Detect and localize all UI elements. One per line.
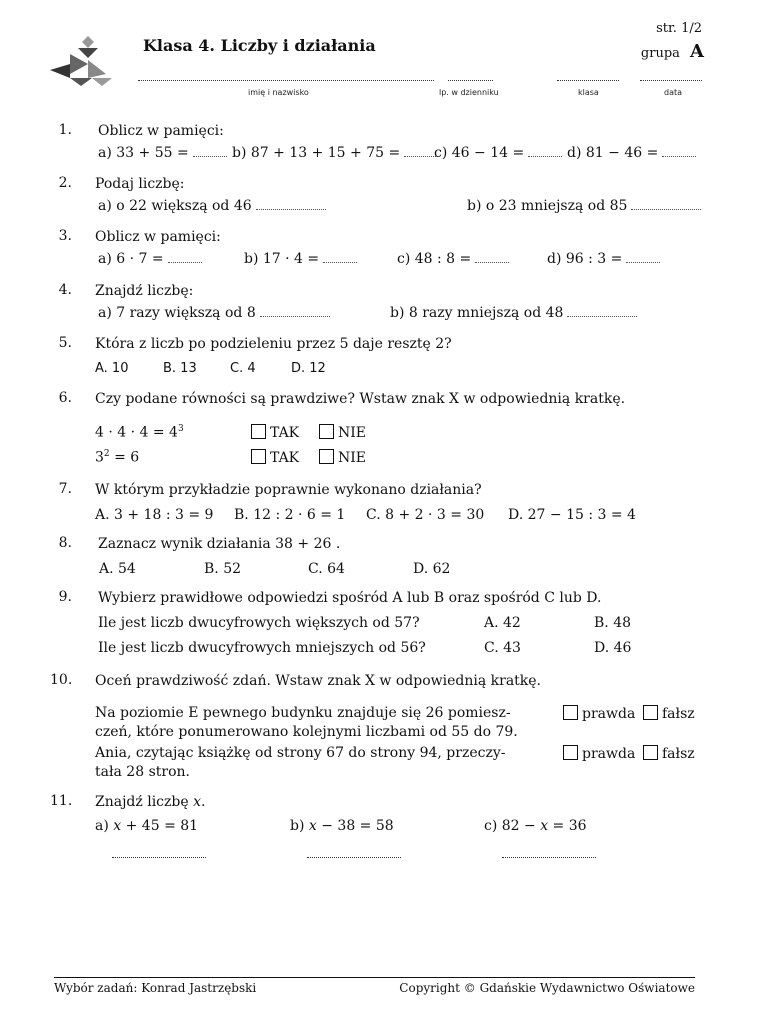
footer-copyright: Copyright © Gdańskie Wydawnictwo Oświatowe xyxy=(399,981,695,995)
question-text: Zaznacz wynik działania 38 + 26 . xyxy=(98,536,341,552)
equation-2-yes[interactable]: TAK xyxy=(251,449,299,466)
question-number: 11. xyxy=(50,793,73,809)
name-field-label: imię i nazwisko xyxy=(248,88,309,97)
statement-2-line-2: tała 28 stron. xyxy=(95,764,190,780)
statement-2-line-1: Ania, czytając książkę od strony 67 do strony 94, przeczy- xyxy=(95,745,506,761)
group-value: A xyxy=(690,41,704,62)
answer-option-c[interactable]: C. 4 xyxy=(230,361,256,376)
checkbox[interactable] xyxy=(319,424,334,439)
answer-option-c[interactable]: C. 64 xyxy=(308,561,345,577)
q3-item-b: b) 17 · 4 = xyxy=(244,251,357,267)
checkbox[interactable] xyxy=(251,449,266,464)
question-text: Oblicz w pamięci: xyxy=(98,123,224,139)
answer-blank[interactable] xyxy=(193,146,227,157)
answer-option-b[interactable]: B. 13 xyxy=(163,361,197,376)
question-text: Znajdź liczbę x. xyxy=(95,794,206,810)
answer-blank[interactable] xyxy=(323,252,357,263)
answer-blank[interactable] xyxy=(475,252,509,263)
sub-question-2: Ile jest liczb dwucyfrowych mniejszych od 56? xyxy=(98,640,426,656)
answer-option-d[interactable]: D. 12 xyxy=(291,361,326,376)
answer-blank[interactable] xyxy=(567,306,637,317)
q1-item-d: d) 81 − 46 = xyxy=(567,145,696,161)
equation-1-no[interactable]: NIE xyxy=(319,424,366,441)
checkbox[interactable] xyxy=(643,705,658,720)
checkbox[interactable] xyxy=(563,705,578,720)
answer-option-c[interactable]: C. 8 + 2 · 3 = 30 xyxy=(366,507,485,523)
question-number: 5. xyxy=(58,335,72,351)
class-field-label: klasa xyxy=(578,88,599,97)
equation-1: $4 \cdot 4 \cdot 4 = 4^3$ xyxy=(95,424,184,441)
answer-blank[interactable] xyxy=(631,199,701,210)
answer-blank[interactable] xyxy=(502,857,596,858)
question-text: Która z liczb po podzieleniu przez 5 daje resztę 2? xyxy=(95,336,452,352)
question-number: 2. xyxy=(58,175,72,191)
q1-item-b: b) 87 + 13 + 15 + 75 = xyxy=(232,145,438,161)
answer-blank[interactable] xyxy=(256,199,326,210)
question-number: 10. xyxy=(50,672,73,688)
equation-2: $3^2 = 6$ xyxy=(95,449,140,466)
q1-item-a: a) 33 + 55 = xyxy=(98,145,227,161)
answer-blank[interactable] xyxy=(307,857,401,858)
name-field-line[interactable] xyxy=(138,80,434,81)
question-number: 6. xyxy=(58,390,72,406)
question-text: Znajdź liczbę: xyxy=(95,283,194,299)
q3-item-a: a) 6 · 7 = xyxy=(98,251,202,267)
question-number: 9. xyxy=(58,589,72,605)
footer-author: Wybór zadań: Konrad Jastrzębski xyxy=(54,981,257,995)
equation-2-no[interactable]: NIE xyxy=(319,449,366,466)
answer-option-a[interactable]: A. 54 xyxy=(99,561,136,577)
checkbox[interactable] xyxy=(643,745,658,760)
question-number: 7. xyxy=(58,481,72,497)
statement-1-line-2: czeń, które ponumerowano kolejnymi liczbami od 55 do 79. xyxy=(95,724,518,740)
answer-option-d[interactable]: D. 46 xyxy=(594,640,632,656)
question-number: 8. xyxy=(58,535,72,551)
footer-divider xyxy=(54,977,695,978)
number-field-line[interactable] xyxy=(448,80,493,81)
q3-item-c: c) 48 : 8 = xyxy=(397,251,509,267)
class-field-line[interactable] xyxy=(557,80,619,81)
equation-1-yes[interactable]: TAK xyxy=(251,424,299,441)
question-number: 1. xyxy=(58,122,72,138)
answer-option-c[interactable]: C. 43 xyxy=(484,640,521,656)
q2-item-b: b) o 23 mniejszą od 85 xyxy=(467,198,701,214)
question-text: Czy podane równości są prawdziwe? Wstaw znak X w odpowiednią kratkę. xyxy=(95,391,626,407)
q11-item-a: a) x + 45 = 81 xyxy=(95,818,199,834)
answer-option-b[interactable]: B. 12 : 2 · 6 = 1 xyxy=(234,507,346,523)
question-text: W którym przykładzie poprawnie wykonano działania? xyxy=(95,482,482,498)
answer-option-b[interactable]: B. 52 xyxy=(204,561,242,577)
group-label: grupa A xyxy=(640,41,704,62)
question-number: 4. xyxy=(58,282,72,298)
q2-item-a: a) o 22 większą od 46 xyxy=(98,198,326,214)
question-text: Wybierz prawidłowe odpowiedzi spośród A lub B oraz spośród C lub D. xyxy=(98,590,602,606)
page-number: str. 1/2 xyxy=(656,21,702,36)
answer-option-b[interactable]: B. 48 xyxy=(594,615,632,631)
statement-2-false[interactable]: fałsz xyxy=(643,745,695,762)
question-text: Oceń prawdziwość zdań. Wstaw znak X w odpowiednią kratkę. xyxy=(95,673,542,689)
q3-item-d: d) 96 : 3 = xyxy=(547,251,660,267)
date-field-line[interactable] xyxy=(640,80,702,81)
statement-2-true[interactable]: prawda xyxy=(563,745,635,762)
answer-option-d[interactable]: D. 62 xyxy=(413,561,451,577)
date-field-label: data xyxy=(664,88,683,97)
answer-option-a[interactable]: A. 3 + 18 : 3 = 9 xyxy=(95,507,214,523)
number-field-label: lp. w dzienniku xyxy=(439,88,499,97)
q4-item-b: b) 8 razy mniejszą od 48 xyxy=(390,305,637,321)
answer-blank[interactable] xyxy=(528,146,562,157)
answer-option-d[interactable]: D. 27 − 15 : 3 = 4 xyxy=(508,507,636,523)
answer-blank[interactable] xyxy=(168,252,202,263)
q11-item-c: c) 82 − x = 36 xyxy=(484,818,587,834)
statement-1-line-1: Na poziomie E pewnego budynku znajduje się 26 pomiesz- xyxy=(95,705,511,721)
q1-item-c: c) 46 − 14 = xyxy=(434,145,562,161)
question-text: Oblicz w pamięci: xyxy=(95,229,221,245)
answer-blank[interactable] xyxy=(260,306,330,317)
sub-question-1: Ile jest liczb dwucyfrowych większych od 57? xyxy=(98,615,420,631)
answer-option-a[interactable]: A. 10 xyxy=(95,361,129,376)
statement-1-false[interactable]: fałsz xyxy=(643,705,695,722)
q4-item-a: a) 7 razy większą od 8 xyxy=(98,305,330,321)
answer-option-a[interactable]: A. 42 xyxy=(484,615,521,631)
answer-blank[interactable] xyxy=(112,857,206,858)
answer-blank[interactable] xyxy=(626,252,660,263)
checkbox[interactable] xyxy=(563,745,578,760)
question-text: Podaj liczbę: xyxy=(95,176,185,192)
checkbox[interactable] xyxy=(251,424,266,439)
publisher-logo xyxy=(48,34,114,88)
q11-item-b: b) x − 38 = 58 xyxy=(290,818,394,834)
checkbox[interactable] xyxy=(319,449,334,464)
page-title: Klasa 4. Liczby i działania xyxy=(143,36,376,55)
statement-1-true[interactable]: prawda xyxy=(563,705,635,722)
answer-blank[interactable] xyxy=(662,146,696,157)
question-number: 3. xyxy=(58,228,72,244)
